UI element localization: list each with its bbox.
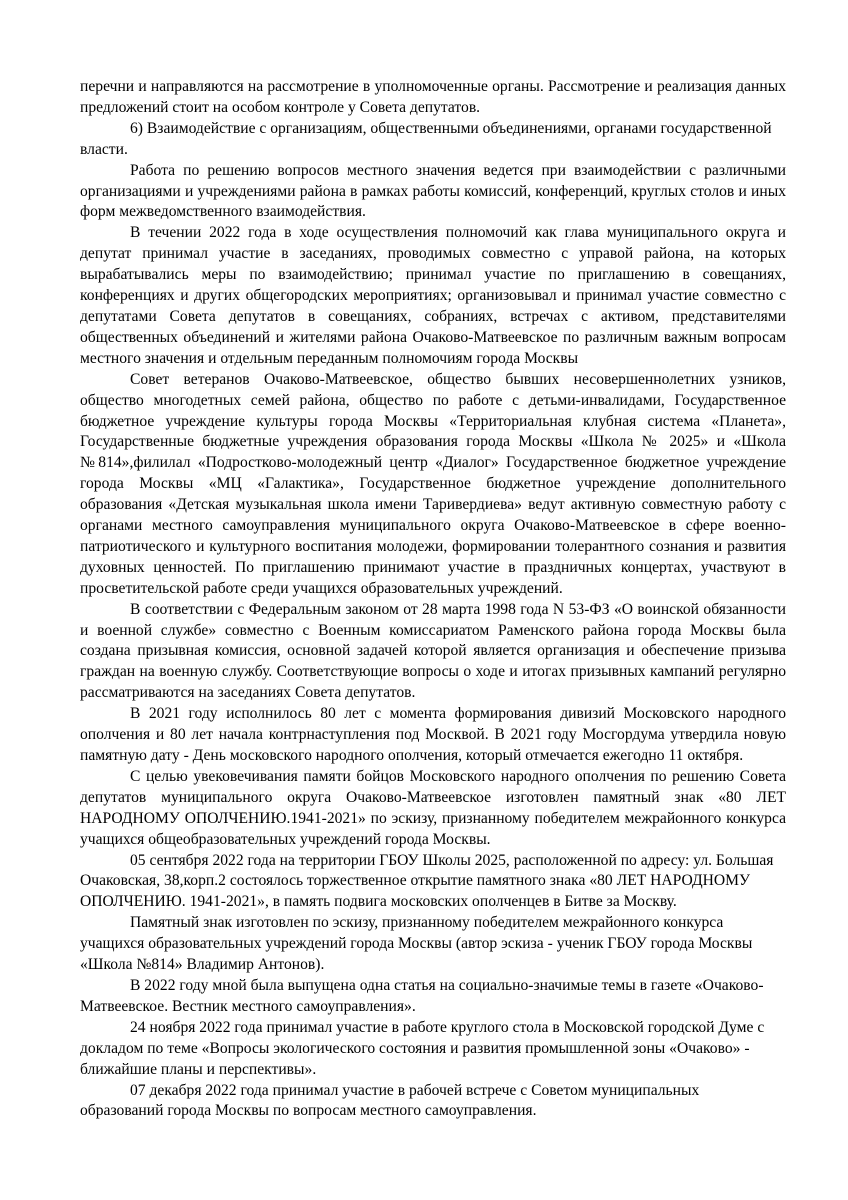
document-page [80,77,786,1122]
paragraph-opening-ceremony: 05 сентября 2022 года на территории ГБОУ Школы 2025, расположенной по адресу: ул. Большая Очаковская, 38,корп.2 состоялось торжественное открытие памятного знака «80 ЛЕТ НАРОДНОМУ ОПОЛЧЕНИЮ. 1941-2021», в память подвига московских ополченцев в Битве за Москву. [80,851,774,911]
paragraph-round-table: 24 ноября 2022 года принимал участие в работе круглого стола в Московской городской Думе с докладом по теме «Вопросы экологического состояния и развития промышленной зоны «Очаково» - ближайшие планы и перспективы». [80,1018,765,1078]
paragraph-sign-sketch: Памятный знак изготовлен по эскизу, признанному победителем межрайонного конкурса учащихся образовательных учреждений города Москвы (автор эскиза - ученик ГБОУ города Москвы «Школа №814» Владимир Антонов). [80,914,753,974]
paragraph-council-meeting: 07 декабря 2022 года принимал участие в рабочей встрече с Советом муниципальных образований города Москвы по вопросам местного самоуправления. [80,1081,700,1120]
paragraph-2022-participation: В течении 2022 года в ходе осуществления полномочий как глава муниципального округа и депутат принимал участие в заседаниях, проводимых совместно с управой района, на которых вырабатывались меры по взаимодействию; принимал участие по приглашению в совещаниях, конференциях и других общегородских мероприятиях; организовывал и принимал участие совместно с депутатами Совета депутатов в совещаниях, собраниях, встречах с активом, представителями общественных объединений и жителями района Очаково-Матвеевское по различным важным вопросам местного значения и отдельным переданным полномочиям города Москвы [80,224,786,367]
paragraph-conscription: В соответствии с Федеральным законом от 28 марта 1998 года N 53-ФЗ «О воинской обязанности и военной службе» совместно с Военным комиссариатом Раменского района города Москвы была создана призывная комиссия, основной задачей которой является организация и обеспечение призыва граждан на военную службу. Соответствующие вопросы о ходе и итогах призывных кампаний регулярно рассматриваются на заседаниях Совета депутатов. [80,600,786,702]
paragraph-militia-anniversary: В 2021 году исполнилось 80 лет с момента формирования дивизий Московского народного ополчения и 80 лет начала контрнаступления под Москвой. В 2021 году Мосгордума утвердила новую памятную дату - День московского народного ополчения, который отмечается ежегодно 11 октября. [80,705,786,764]
paragraph-continuation: перечни и направляются на рассмотрение в уполномоченные органы. Рассмотрение и реализация данных предложений стоит на особом контроле у Совета депутатов. [80,78,786,116]
paragraph-work-interaction: Работа по решению вопросов местного значения ведется при взаимодействии с различными организациями и учреждениями района в рамках работы комиссий, конференций, круглых столов и иных форм межведомственного взаимодействия. [80,161,786,221]
paragraph-organizations: Совет ветеранов Очаково-Матвеевское, общество бывших несовершеннолетних узников, общество многодетных семей района, общество по работе с детьми-инвалидами, Государственное бюджетное учреждение культуры города Москвы «Территориальная клубная система «Планета», Государственные бюджетные учреждения образования города Москвы «Школа № 2025» и «Школа №814»,филилал «Подростково-молодежный центр «Диалог» Государственное бюджетное учреждение города Москвы «МЦ «Галактика», Государственное бюджетное учреждение дополнительного образования «Детская музыкальная школа имени Таривердиева» ведут активную совместную работу с органами местного самоуправления муниципального округа Очаково-Матвеевское в сфере военно-патриотического и культурного воспитания молодежи, формировании толерантного сознания и развития духовных ценностей. По приглашению принимают участие в праздничных концертах, участвуют в просветительской работе среди учащихся образовательных учреждений. [80,370,786,597]
paragraph-newspaper-article: В 2022 году мной была выпущена одна статья на социально-значимые темы в газете «Очаково-Матвеевское. Вестник местного самоуправления». [80,976,764,1015]
section-heading-interaction: 6) Взаимодействие с организациям, общественными объединениями, органами государственной власти. [80,119,772,158]
paragraph-memorial-sign: С целью увековечивания памяти бойцов Московского народного ополчения по решению Совета депутатов муниципального округа Очаково-Матвеевское изготовлен памятный знак «80 ЛЕТ НАРОДНОМУ ОПОЛЧЕНИЮ.1941-2021» по эскизу, признанному победителем межрайонного конкурса учащихся общеобразовательных учреждений города Москвы. [80,767,786,848]
